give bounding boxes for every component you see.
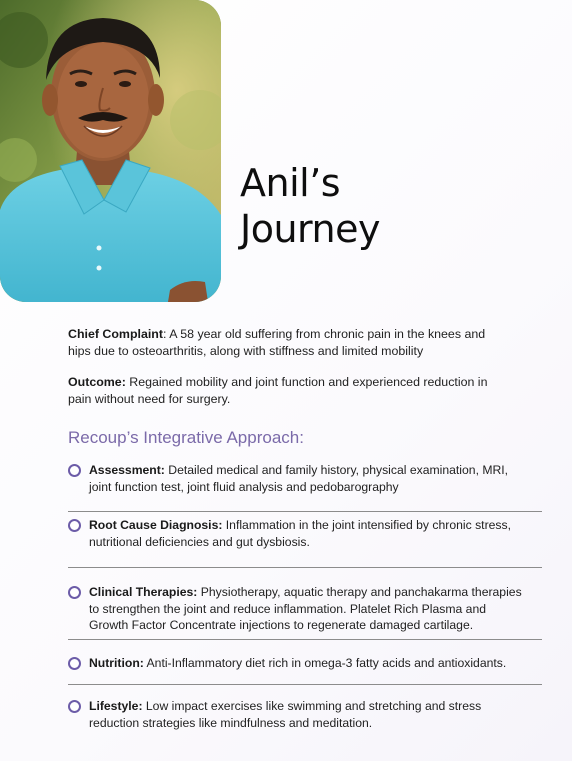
- approach-heading: Recoup’s Integrative Approach:: [68, 428, 304, 447]
- approach-item-text: Detailed medical and family history, physical examination, MRI, joint function test, joint fluid analysis and pedobarography: [89, 463, 509, 494]
- title-line-2: Journey: [240, 207, 380, 251]
- approach-item-label: Assessment:: [89, 463, 165, 477]
- approach-item-text: Low impact exercises like swimming and stretching and stress reduction strategies like mindfulness and meditation.: [89, 699, 482, 730]
- patient-photo: [0, 0, 221, 302]
- circle-bullet-icon: [68, 519, 81, 532]
- title-line-1: Anil’s: [240, 161, 341, 205]
- circle-bullet-icon: [68, 700, 81, 713]
- chief-complaint: [68, 326, 508, 360]
- outcome-label: Outcome:: [68, 375, 126, 389]
- approach-item-assessment: [68, 462, 542, 512]
- approach-item-text: Physiotherapy, aquatic therapy and panchakarma therapies to strengthen the joint and reduce inflammation. Platelet Rich Plasma and Growth Factor Concentrate injections to regenerate damaged cartilage.: [89, 585, 522, 632]
- approach-list: [68, 462, 542, 731]
- chief-complaint-label: Chief Complaint: [68, 327, 163, 341]
- approach-item-label: Clinical Therapies:: [89, 585, 198, 599]
- outcome-text: Regained mobility and joint function and experienced reduction in pain without need for surgery.: [68, 375, 488, 406]
- approach-item-text: Anti-Inflammatory diet rich in omega-3 fatty acids and antioxidants.: [143, 656, 507, 670]
- page-title: [240, 160, 380, 252]
- approach-item-lifestyle: [68, 685, 542, 731]
- approach-item-label: Lifestyle:: [89, 699, 143, 713]
- outcome: [68, 374, 508, 408]
- approach-item-text: Inflammation in the joint intensified by chronic stress, nutritional deficiencies and gut dysbiosis.: [89, 518, 511, 549]
- approach-item-label: Root Cause Diagnosis:: [89, 518, 223, 532]
- approach-item-root-cause: [68, 512, 542, 568]
- circle-bullet-icon: [68, 464, 81, 477]
- chief-complaint-text: : A 58 year old suffering from chronic pain in the knees and hips due to osteoarthritis, along with stiffness and limited mobility: [68, 327, 486, 358]
- approach-item-label: Nutrition:: [89, 656, 144, 670]
- circle-bullet-icon: [68, 586, 81, 599]
- approach-item-nutrition: [68, 640, 542, 685]
- circle-bullet-icon: [68, 657, 81, 670]
- approach-item-clinical-therapies: [68, 568, 542, 640]
